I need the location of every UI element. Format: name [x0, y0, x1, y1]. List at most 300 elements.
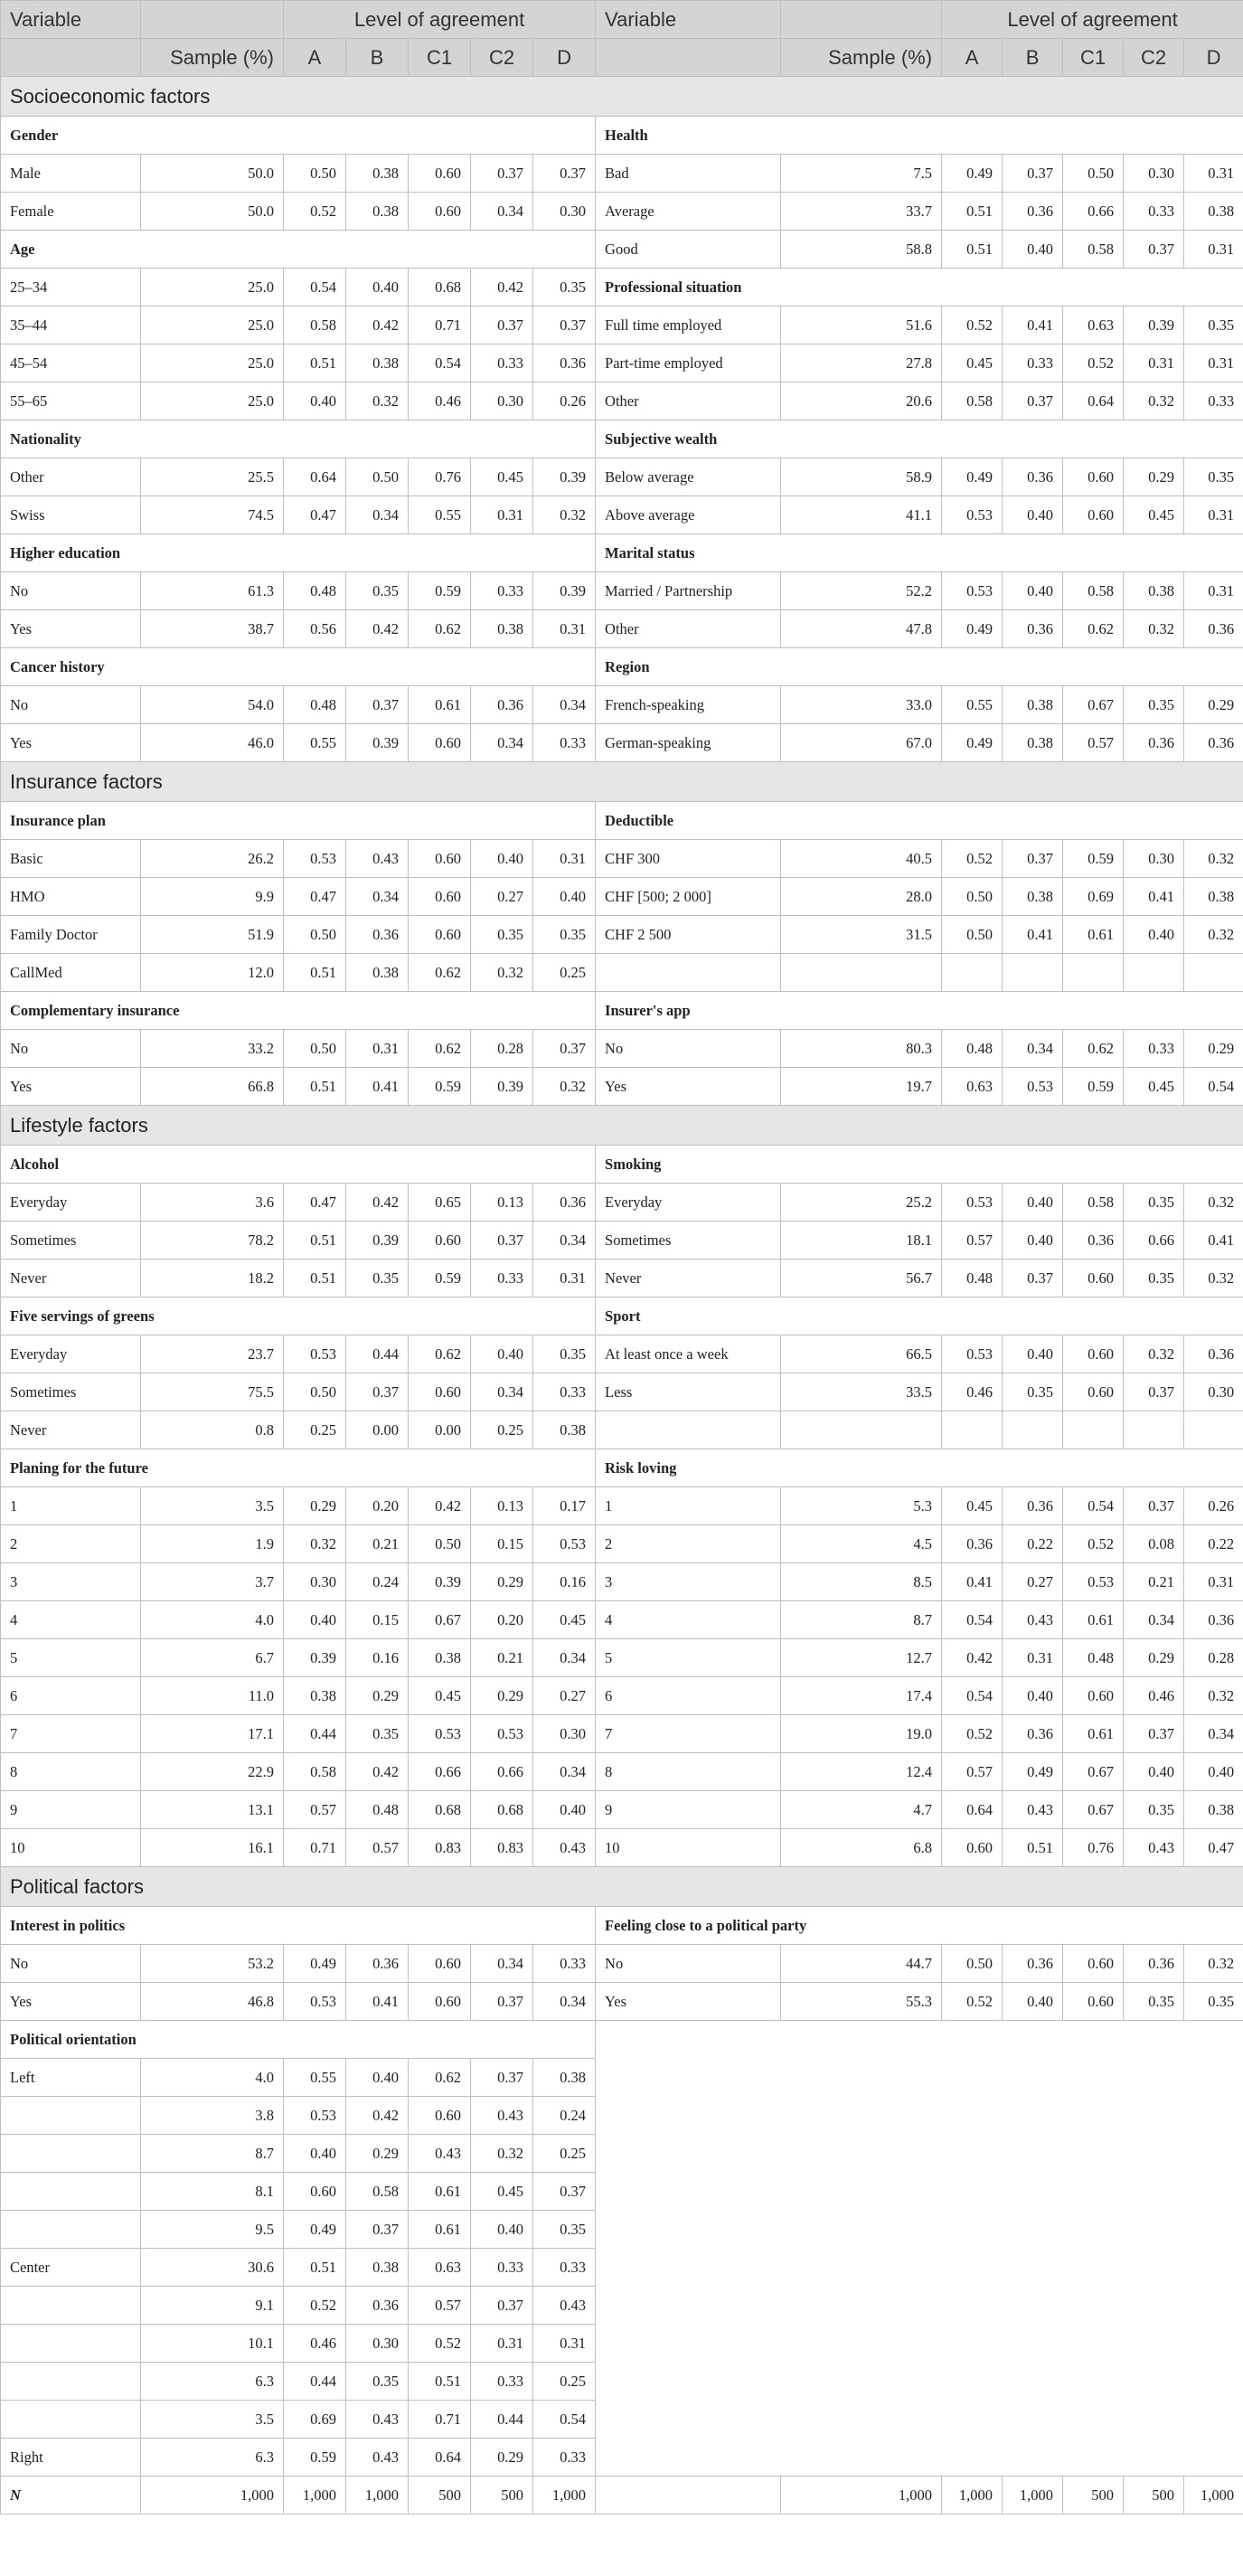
a-cell: 0.44 — [284, 1715, 346, 1753]
c2-cell: 0.32 — [1124, 1335, 1184, 1373]
c1-cell: 0.60 — [1063, 458, 1124, 496]
c1-cell: 0.68 — [409, 1791, 471, 1829]
a-cell: 0.50 — [284, 1030, 346, 1068]
n-cell: 1,000 — [533, 2477, 596, 2515]
c2-cell: 0.43 — [471, 2097, 533, 2135]
b-cell: 0.36 — [1003, 193, 1063, 231]
b-cell: 0.40 — [346, 2059, 409, 2097]
c2-cell: 0.30 — [1124, 840, 1184, 878]
row-label: Yes — [1, 724, 141, 762]
b-cell: 0.34 — [346, 496, 409, 534]
b-cell: 0.43 — [1003, 1601, 1063, 1639]
b-cell: 0.38 — [1003, 686, 1063, 724]
c2-cell: 0.45 — [1124, 1068, 1184, 1106]
b-cell: 0.50 — [346, 458, 409, 496]
table-row — [1, 1373, 1243, 1411]
subheading-nationality: Nationality — [1, 420, 596, 458]
a-cell: 0.55 — [284, 724, 346, 762]
d-cell: 0.33 — [533, 1373, 596, 1411]
c2-cell: 0.37 — [1124, 1715, 1184, 1753]
b-cell: 0.38 — [346, 155, 409, 193]
row-label: Below average — [596, 458, 781, 496]
c1-cell: 0.61 — [1063, 916, 1124, 954]
c1-cell: 0.60 — [409, 193, 471, 231]
c2-cell: 0.40 — [1124, 1753, 1184, 1791]
b-cell: 0.15 — [346, 1601, 409, 1639]
sample-cell: 28.0 — [781, 878, 942, 916]
a-cell: 0.47 — [284, 496, 346, 534]
c1-cell: 0.76 — [409, 458, 471, 496]
a-cell: 0.71 — [284, 1829, 346, 1867]
row-label: Yes — [1, 610, 141, 648]
b-cell: 0.36 — [1003, 1945, 1063, 1983]
b-cell: 0.38 — [346, 193, 409, 231]
b-cell — [1003, 954, 1063, 992]
c1-cell: 0.60 — [1063, 1260, 1124, 1297]
n-label: N — [1, 2477, 141, 2515]
row-label: Sometimes — [1, 1373, 141, 1411]
a-cell: 0.49 — [942, 155, 1003, 193]
c2-cell: 0.29 — [1124, 458, 1184, 496]
sample-cell: 10.1 — [141, 2325, 284, 2363]
a-cell: 0.56 — [284, 610, 346, 648]
c1-cell: 0.54 — [1063, 1487, 1124, 1525]
header-col-c2-right: C2 — [1124, 39, 1184, 77]
row-label — [1, 2097, 141, 2135]
c2-cell: 0.68 — [471, 1791, 533, 1829]
b-cell: 0.40 — [1003, 572, 1063, 610]
a-cell: 0.69 — [284, 2401, 346, 2439]
section-row-insurance-factors — [1, 762, 1243, 802]
subheading-five-servings-of-greens: Five servings of greens — [1, 1297, 596, 1335]
sample-cell: 66.8 — [141, 1068, 284, 1106]
section-title: Lifestyle factors — [1, 1106, 1243, 1146]
sample-cell: 33.5 — [781, 1373, 942, 1411]
table-row — [1, 916, 1243, 954]
row-label: HMO — [1, 878, 141, 916]
table-row — [1, 534, 1243, 572]
sample-cell: 8.5 — [781, 1563, 942, 1601]
c1-cell: 0.36 — [1063, 1222, 1124, 1260]
c1-cell: 0.63 — [409, 2249, 471, 2287]
c1-cell: 0.58 — [1063, 231, 1124, 269]
table-row — [1, 802, 1243, 840]
sample-cell: 6.3 — [141, 2439, 284, 2477]
c2-cell: 0.37 — [1124, 1373, 1184, 1411]
subheading-region: Region — [596, 648, 1243, 686]
d-cell: 0.30 — [533, 193, 596, 231]
a-cell: 0.42 — [942, 1639, 1003, 1677]
sample-cell: 4.7 — [781, 1791, 942, 1829]
header-col-b-right: B — [1003, 39, 1063, 77]
c2-cell: 0.35 — [1124, 686, 1184, 724]
row-label: CallMed — [1, 954, 141, 992]
table-row — [1, 954, 1243, 992]
c1-cell: 0.63 — [1063, 307, 1124, 344]
a-cell: 0.60 — [942, 1829, 1003, 1867]
header-col-d-left: D — [533, 39, 596, 77]
d-cell: 0.22 — [1184, 1525, 1243, 1563]
b-cell: 0.38 — [346, 954, 409, 992]
b-cell: 0.39 — [346, 724, 409, 762]
c1-cell: 0.66 — [409, 1753, 471, 1791]
d-cell: 0.34 — [1184, 1715, 1243, 1753]
d-cell: 0.26 — [533, 382, 596, 420]
sample-cell: 12.0 — [141, 954, 284, 992]
c2-cell: 0.38 — [471, 610, 533, 648]
b-cell: 0.16 — [346, 1639, 409, 1677]
table-row — [1, 344, 1243, 382]
row-label: Yes — [596, 1983, 781, 2021]
table-row — [1, 1222, 1243, 1260]
header-col-c1-right: C1 — [1063, 39, 1124, 77]
table-row — [1, 1146, 1243, 1184]
d-cell: 0.34 — [533, 686, 596, 724]
row-label: 45–54 — [1, 344, 141, 382]
table-row — [1, 1068, 1243, 1106]
b-cell: 0.42 — [346, 2097, 409, 2135]
d-cell: 0.32 — [1184, 916, 1243, 954]
a-cell: 0.58 — [284, 307, 346, 344]
c2-cell: 0.40 — [471, 1335, 533, 1373]
a-cell: 0.54 — [284, 269, 346, 307]
row-label: 4 — [596, 1601, 781, 1639]
subheading-marital-status: Marital status — [596, 534, 1243, 572]
b-cell: 0.41 — [346, 1068, 409, 1106]
row-label: 8 — [596, 1753, 781, 1791]
sample-cell: 20.6 — [781, 382, 942, 420]
a-cell — [942, 1411, 1003, 1449]
a-cell: 0.51 — [942, 193, 1003, 231]
a-cell: 0.53 — [942, 572, 1003, 610]
c2-cell: 0.29 — [471, 1677, 533, 1715]
c2-cell: 0.42 — [471, 269, 533, 307]
table-row — [1, 1335, 1243, 1373]
a-cell: 0.41 — [942, 1563, 1003, 1601]
c1-cell: 0.61 — [1063, 1715, 1124, 1753]
c2-cell: 0.32 — [471, 954, 533, 992]
b-cell: 0.40 — [1003, 231, 1063, 269]
table-row — [1, 1715, 1243, 1753]
c1-cell: 0.60 — [1063, 1677, 1124, 1715]
a-cell: 0.50 — [284, 916, 346, 954]
sample-cell: 58.9 — [781, 458, 942, 496]
row-label: 2 — [596, 1525, 781, 1563]
c1-cell: 0.61 — [409, 686, 471, 724]
row-label: Sometimes — [1, 1222, 141, 1260]
sample-cell: 50.0 — [141, 193, 284, 231]
header-col-a-left: A — [284, 39, 346, 77]
a-cell: 0.52 — [942, 840, 1003, 878]
b-cell: 0.34 — [1003, 1030, 1063, 1068]
c1-cell: 0.60 — [1063, 1373, 1124, 1411]
c1-cell: 0.64 — [1063, 382, 1124, 420]
b-cell: 0.36 — [1003, 610, 1063, 648]
c1-cell: 0.62 — [409, 954, 471, 992]
c1-cell: 0.59 — [409, 572, 471, 610]
c2-cell: 0.29 — [1124, 1639, 1184, 1677]
d-cell: 0.29 — [1184, 1030, 1243, 1068]
sample-cell: 8.7 — [141, 2135, 284, 2173]
sample-cell: 4.5 — [781, 1525, 942, 1563]
d-cell: 0.53 — [533, 1525, 596, 1563]
b-cell: 0.27 — [1003, 1563, 1063, 1601]
row-label: 5 — [596, 1639, 781, 1677]
b-cell: 0.42 — [346, 610, 409, 648]
n-cell: 500 — [471, 2477, 533, 2515]
row-label — [1, 2363, 141, 2401]
d-cell: 0.25 — [533, 954, 596, 992]
header-level-right: Level of agreement — [942, 1, 1243, 39]
a-cell: 0.55 — [942, 686, 1003, 724]
row-label: Swiss — [1, 496, 141, 534]
row-label — [1, 2135, 141, 2173]
row-label: Other — [596, 382, 781, 420]
sample-cell: 78.2 — [141, 1222, 284, 1260]
b-cell: 0.36 — [346, 2287, 409, 2325]
a-cell: 0.64 — [942, 1791, 1003, 1829]
d-cell: 0.34 — [533, 1753, 596, 1791]
row-label: 3 — [596, 1563, 781, 1601]
c2-cell: 0.66 — [1124, 1222, 1184, 1260]
c1-cell: 0.53 — [1063, 1563, 1124, 1601]
d-cell: 0.38 — [533, 2059, 596, 2097]
subheading-deductible: Deductible — [596, 802, 1243, 840]
a-cell: 0.48 — [284, 686, 346, 724]
row-label — [1, 2287, 141, 2325]
b-cell: 0.41 — [1003, 307, 1063, 344]
c2-cell: 0.21 — [471, 1639, 533, 1677]
c2-cell: 0.41 — [1124, 878, 1184, 916]
a-cell: 0.57 — [284, 1791, 346, 1829]
d-cell: 0.35 — [533, 2211, 596, 2249]
a-cell: 0.51 — [284, 1068, 346, 1106]
sample-cell: 25.2 — [781, 1184, 942, 1222]
d-cell: 0.38 — [1184, 193, 1243, 231]
c1-cell: 0.60 — [1063, 496, 1124, 534]
table-row — [1, 648, 1243, 686]
sample-cell: 54.0 — [141, 686, 284, 724]
a-cell: 0.51 — [284, 1222, 346, 1260]
subheading-insurance-plan: Insurance plan — [1, 802, 596, 840]
b-cell: 0.58 — [346, 2173, 409, 2211]
c1-cell: 0.68 — [409, 269, 471, 307]
c2-cell: 0.30 — [1124, 155, 1184, 193]
c1-cell — [1063, 954, 1124, 992]
d-cell: 0.31 — [533, 840, 596, 878]
b-cell: 0.38 — [1003, 724, 1063, 762]
a-cell: 0.52 — [284, 2287, 346, 2325]
c1-cell: 0.52 — [409, 2325, 471, 2363]
table-row — [1, 1487, 1243, 1525]
row-label: Basic — [1, 840, 141, 878]
sample-cell: 4.0 — [141, 1601, 284, 1639]
sample-cell: 6.8 — [781, 1829, 942, 1867]
section-row-political-factors — [1, 1867, 1243, 1907]
c2-cell: 0.45 — [1124, 496, 1184, 534]
c2-cell: 0.33 — [1124, 1030, 1184, 1068]
b-cell: 0.39 — [346, 1222, 409, 1260]
row-label: 10 — [596, 1829, 781, 1867]
c1-cell: 0.62 — [409, 610, 471, 648]
row-label: CHF 300 — [596, 840, 781, 878]
sample-cell: 66.5 — [781, 1335, 942, 1373]
sample-cell: 38.7 — [141, 610, 284, 648]
c1-cell: 0.66 — [1063, 193, 1124, 231]
b-cell: 0.43 — [346, 2401, 409, 2439]
c2-cell: 0.45 — [471, 458, 533, 496]
c1-cell: 0.60 — [1063, 1983, 1124, 2021]
n-cell: 1,000 — [1003, 2477, 1063, 2515]
header-level-left: Level of agreement — [284, 1, 596, 39]
row-label: 1 — [596, 1487, 781, 1525]
c1-cell: 0.60 — [409, 724, 471, 762]
c1-cell: 0.60 — [409, 2097, 471, 2135]
n-cell: 500 — [1124, 2477, 1184, 2515]
c1-cell: 0.62 — [409, 1335, 471, 1373]
a-cell: 0.45 — [942, 344, 1003, 382]
row-label: 3 — [1, 1563, 141, 1601]
c2-cell: 0.37 — [471, 307, 533, 344]
c2-cell: 0.35 — [1124, 1791, 1184, 1829]
empty-cell-right — [596, 2021, 1243, 2477]
d-cell: 0.31 — [1184, 231, 1243, 269]
d-cell: 0.30 — [1184, 1373, 1243, 1411]
row-label: 7 — [1, 1715, 141, 1753]
b-cell: 0.35 — [346, 572, 409, 610]
a-cell: 0.57 — [942, 1222, 1003, 1260]
c1-cell: 0.48 — [1063, 1639, 1124, 1677]
a-cell: 0.52 — [284, 193, 346, 231]
a-cell: 0.54 — [942, 1601, 1003, 1639]
table-row — [1, 686, 1243, 724]
c2-cell: 0.37 — [1124, 231, 1184, 269]
table-row — [1, 572, 1243, 610]
subheading-political-orientation: Political orientation — [1, 2021, 596, 2059]
c2-cell: 0.37 — [1124, 1487, 1184, 1525]
c2-cell — [1124, 954, 1184, 992]
d-cell: 0.35 — [533, 1335, 596, 1373]
b-cell: 0.40 — [346, 269, 409, 307]
row-label: 25–34 — [1, 269, 141, 307]
row-label: German-speaking — [596, 724, 781, 762]
sample-cell: 74.5 — [141, 496, 284, 534]
b-cell: 0.30 — [346, 2325, 409, 2363]
row-label: Part-time employed — [596, 344, 781, 382]
table-row — [1, 231, 1243, 269]
sample-cell: 75.5 — [141, 1373, 284, 1411]
c2-cell: 0.15 — [471, 1525, 533, 1563]
table-row — [1, 1677, 1243, 1715]
sample-cell: 33.0 — [781, 686, 942, 724]
sample-cell: 26.2 — [141, 840, 284, 878]
a-cell: 0.54 — [942, 1677, 1003, 1715]
b-cell: 0.37 — [346, 2211, 409, 2249]
table-row — [1, 724, 1243, 762]
d-cell: 0.16 — [533, 1563, 596, 1601]
a-cell: 0.49 — [942, 458, 1003, 496]
d-cell: 0.36 — [1184, 1601, 1243, 1639]
d-cell: 0.31 — [1184, 572, 1243, 610]
d-cell: 0.32 — [533, 496, 596, 534]
sample-cell: 41.1 — [781, 496, 942, 534]
n-label-right-blank — [596, 2477, 781, 2515]
section-row-socioeconomic-factors — [1, 77, 1243, 117]
c2-cell: 0.83 — [471, 1829, 533, 1867]
c2-cell: 0.37 — [471, 155, 533, 193]
a-cell: 0.47 — [284, 878, 346, 916]
c2-cell: 0.33 — [471, 344, 533, 382]
d-cell: 0.36 — [1184, 1335, 1243, 1373]
a-cell: 0.30 — [284, 1563, 346, 1601]
sample-cell: 16.1 — [141, 1829, 284, 1867]
b-cell: 0.31 — [1003, 1639, 1063, 1677]
b-cell: 0.42 — [346, 1184, 409, 1222]
c1-cell: 0.58 — [1063, 572, 1124, 610]
b-cell: 0.40 — [1003, 1222, 1063, 1260]
header-blank-right — [596, 39, 781, 77]
n-cell: 1,000 — [141, 2477, 284, 2515]
row-label: Yes — [1, 1983, 141, 2021]
table-row — [1, 307, 1243, 344]
c1-cell: 0.57 — [1063, 724, 1124, 762]
b-cell: 0.35 — [346, 1260, 409, 1297]
b-cell: 0.49 — [1003, 1753, 1063, 1791]
c2-cell: 0.46 — [1124, 1677, 1184, 1715]
c1-cell: 0.57 — [409, 2287, 471, 2325]
row-label: At least once a week — [596, 1335, 781, 1373]
row-label: 35–44 — [1, 307, 141, 344]
table-row — [1, 1297, 1243, 1335]
b-cell: 0.22 — [1003, 1525, 1063, 1563]
a-cell: 0.49 — [942, 724, 1003, 762]
row-label — [1, 2211, 141, 2249]
b-cell: 0.00 — [346, 1411, 409, 1449]
header-col-d-right: D — [1184, 39, 1243, 77]
c2-cell: 0.38 — [1124, 572, 1184, 610]
a-cell: 0.53 — [284, 1983, 346, 2021]
a-cell: 0.64 — [284, 458, 346, 496]
d-cell: 0.31 — [1184, 496, 1243, 534]
a-cell: 0.51 — [284, 1260, 346, 1297]
c2-cell: 0.40 — [471, 2211, 533, 2249]
c1-cell: 0.42 — [409, 1487, 471, 1525]
sample-cell: 52.2 — [781, 572, 942, 610]
a-cell: 0.46 — [942, 1373, 1003, 1411]
c1-cell: 0.67 — [1063, 686, 1124, 724]
section-title: Political factors — [1, 1867, 1243, 1907]
c2-cell: 0.13 — [471, 1184, 533, 1222]
n-cell: 1,000 — [781, 2477, 942, 2515]
sample-cell: 22.9 — [141, 1753, 284, 1791]
n-cell: 1,000 — [284, 2477, 346, 2515]
table-row — [1, 1639, 1243, 1677]
sample-cell: 4.0 — [141, 2059, 284, 2097]
sample-cell: 27.8 — [781, 344, 942, 382]
table-row — [1, 382, 1243, 420]
b-cell: 0.37 — [346, 686, 409, 724]
b-cell: 0.51 — [1003, 1829, 1063, 1867]
c2-cell: 0.37 — [471, 2059, 533, 2097]
row-label: Other — [596, 610, 781, 648]
c1-cell: 0.60 — [409, 840, 471, 878]
header-sample-right: Sample (%) — [781, 39, 942, 77]
row-label: 8 — [1, 1753, 141, 1791]
b-cell: 0.29 — [346, 1677, 409, 1715]
b-cell: 0.36 — [346, 1945, 409, 1983]
b-cell: 0.41 — [346, 1983, 409, 2021]
c1-cell: 0.60 — [409, 1222, 471, 1260]
